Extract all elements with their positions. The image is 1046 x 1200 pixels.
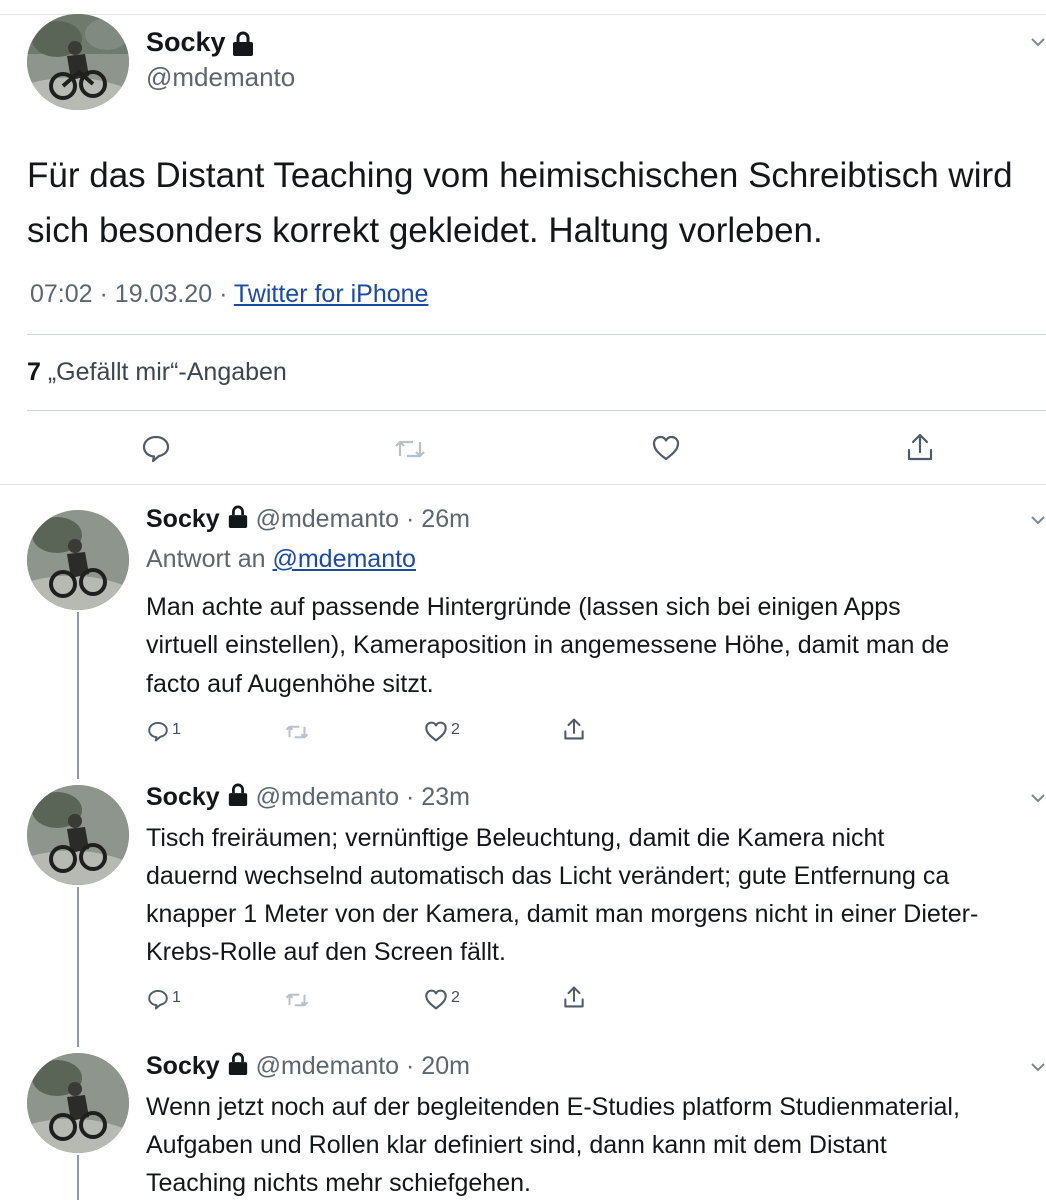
mention-link[interactable]: @mdemanto (272, 545, 416, 573)
like-icon[interactable] (424, 989, 448, 1010)
like-icon[interactable] (424, 721, 448, 742)
reply-text-line: Teaching nichts mehr schiefgehen. (146, 1169, 531, 1197)
reply-text-line: Wenn jetzt noch auf der begleitenden E-Studies platform Studienmaterial, (146, 1093, 960, 1121)
reply-count: 1 (172, 989, 181, 1006)
lock-icon (227, 505, 249, 536)
handle[interactable]: @mdemanto (255, 505, 400, 534)
reply-text-line: Aufgaben und Rollen klar definiert sind, dann kann mit dem Distant (146, 1131, 887, 1159)
reply-text-line: facto auf Augenhöhe sitzt. (146, 670, 434, 698)
lock-icon (227, 783, 249, 814)
avatar[interactable] (27, 1053, 129, 1153)
reply-text-line: Krebs-Rolle auf den Screen fällt. (146, 938, 506, 966)
retweet-icon (285, 990, 309, 1010)
thread-line (77, 1155, 79, 1200)
source-link[interactable]: Twitter for iPhone (233, 280, 429, 308)
handle[interactable]: @mdemanto (146, 62, 296, 92)
handle[interactable]: @mdemanto (255, 1052, 400, 1081)
reply-icon[interactable] (141, 433, 171, 463)
likes-count: 7 (27, 358, 41, 386)
retweet-icon (394, 436, 426, 462)
tweet-time: 07:02 (30, 280, 93, 308)
tweet-text-line-1: Für das Distant Teaching vom heimischischen Schreibtisch wird (27, 156, 1013, 195)
reply-text-line: knapper 1 Meter von der Kamera, damit man morgens nicht in einer Dieter- (146, 900, 979, 928)
tweet-date: 19.03.20 (114, 280, 213, 308)
tweet-age: · 20m (406, 1052, 470, 1081)
display-name[interactable]: Socky (146, 1052, 220, 1081)
display-name[interactable]: Socky (146, 505, 220, 534)
divider (27, 410, 1046, 411)
reply-header (146, 783, 470, 814)
chevron-down-icon[interactable] (1030, 514, 1046, 526)
chevron-down-icon[interactable] (1030, 1061, 1046, 1073)
meta-separator: · (99, 280, 108, 308)
reply-header (146, 505, 470, 536)
reply-text-line: virtuell einstellen), Kameraposition in angemessene Höhe, damit man de (146, 631, 950, 659)
tweet-text-line-2: sich besonders korrekt gekleidet. Haltung vorleben. (27, 211, 823, 250)
chevron-down-icon[interactable] (1030, 36, 1046, 48)
reply-text-line: dauernd wechselnd automatisch das Licht verändert; gute Entfernung ca (146, 862, 950, 890)
avatar[interactable] (27, 14, 129, 110)
reply-count: 1 (172, 721, 181, 738)
tweet-age: · 26m (406, 505, 470, 534)
meta-separator: · (219, 280, 228, 308)
reply-icon[interactable] (147, 988, 169, 1010)
reply-text-line: Man achte auf passende Hintergründe (lassen sich bei einigen Apps (146, 593, 901, 621)
thread-line (77, 612, 79, 779)
share-icon[interactable] (563, 717, 585, 741)
likes-label: „Gefällt mir“-Angaben (47, 358, 287, 386)
avatar[interactable] (27, 510, 129, 610)
chevron-down-icon[interactable] (1030, 792, 1046, 804)
reply-header (146, 1052, 470, 1083)
reply-prefix: Antwort an (146, 545, 266, 573)
handle[interactable]: @mdemanto (255, 783, 400, 812)
reply-context (146, 545, 416, 574)
likes-summary[interactable] (27, 358, 287, 387)
avatar[interactable] (27, 785, 129, 885)
divider (0, 484, 1046, 485)
thread-line (77, 887, 79, 1047)
display-name[interactable]: Socky (146, 27, 226, 57)
top-divider (0, 14, 1046, 15)
share-icon[interactable] (563, 985, 585, 1009)
retweet-icon (285, 722, 309, 742)
like-icon[interactable] (652, 435, 680, 461)
like-count: 2 (451, 989, 460, 1006)
display-name[interactable]: Socky (146, 783, 220, 812)
lock-icon (227, 1052, 249, 1083)
tweet-age: · 23m (406, 783, 470, 812)
reply-icon[interactable] (147, 720, 169, 742)
share-icon[interactable] (906, 432, 934, 462)
reply-text-line: Tisch freiräumen; vernünftige Beleuchtung, damit die Kamera nicht (146, 824, 885, 852)
tweet-meta (30, 280, 428, 309)
divider (27, 334, 1046, 335)
lock-icon (231, 31, 255, 62)
like-count: 2 (451, 721, 460, 738)
